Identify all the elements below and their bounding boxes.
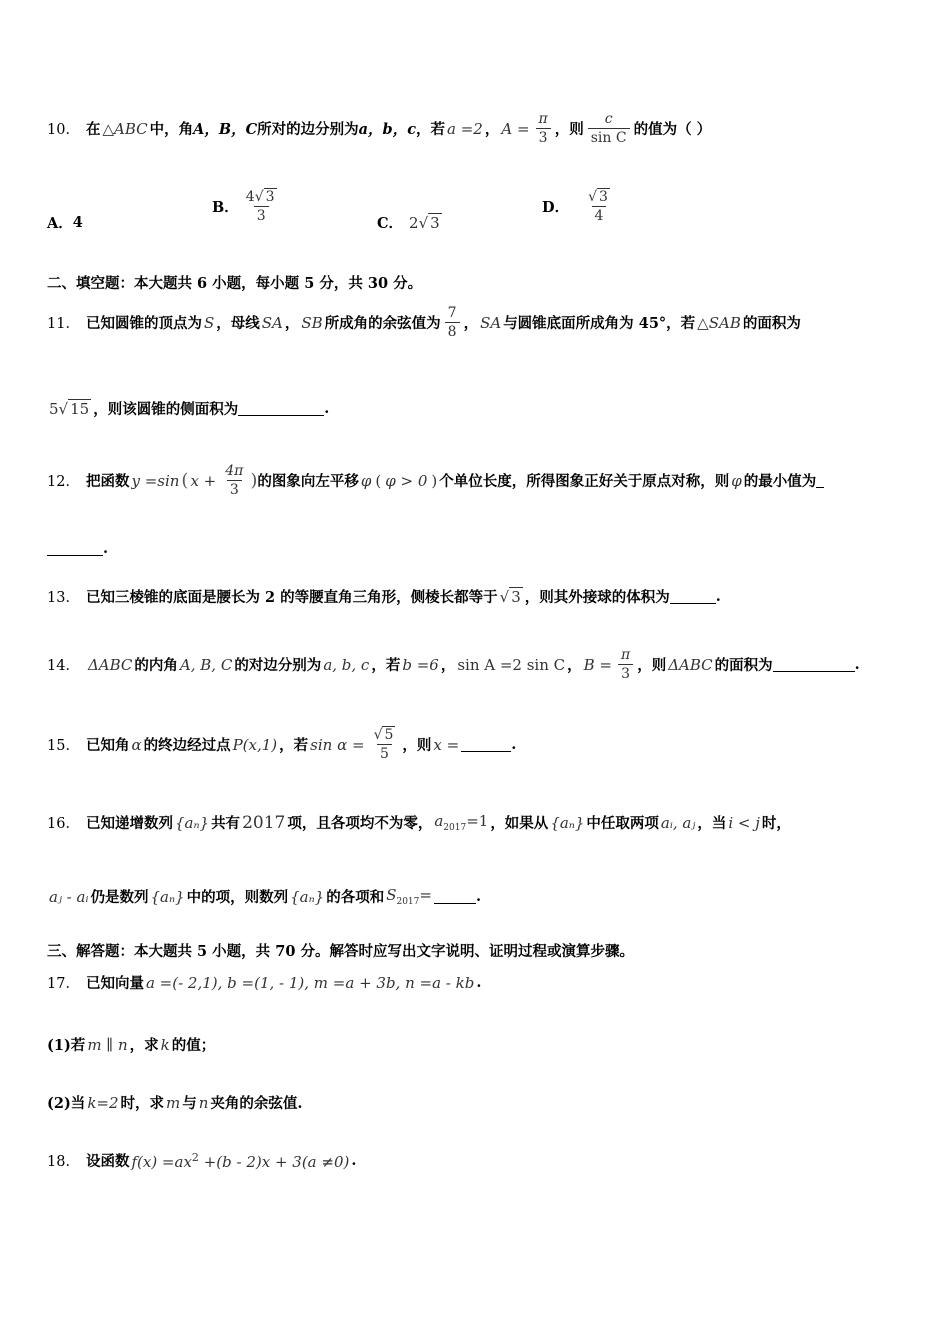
math: a =2 <box>447 119 483 138</box>
section-heading: 三、解答题：本大题共 5 小题，共 70 分。解答时应写出文字说明、证明过程或演算步骤。 <box>47 943 634 960</box>
question-number: 13． <box>47 590 80 606</box>
math: √ 3 <box>499 587 521 606</box>
side-names: a，b，c <box>358 121 417 138</box>
fraction: $\frac{c}{\text{sin C}}$ <box>588 110 630 147</box>
answer-blank[interactable] <box>816 473 824 488</box>
text: ，若 <box>416 121 446 138</box>
fraction: $\frac{√ 3}{4}$ <box>588 189 608 224</box>
text: 所对的边分别为 <box>257 121 359 138</box>
question-number: 15． <box>47 738 80 754</box>
question-16: 16． 已知递增数列 {aₙ} 共有 2017 项，且各项均不为零， $a_{2017}=1$ ，如果从 {aₙ} 中任取两项 aᵢ, aⱼ ，当 i < j 时， <box>47 812 791 833</box>
question-11: 11． 已知圆锥的顶点为 S ，母线 SA ， SB 所成角的余弦值为 $\frac{7}{8}$ ， SA 与圆锥底面所成角为 45°，若 △SAB 的面积为 <box>47 305 801 340</box>
answer-blank[interactable] <box>47 541 103 556</box>
question-17-part2: (2)当 k=2 时，求 m 与 n 夹角的余弦值. <box>47 1093 303 1112</box>
question-number: 10． <box>47 122 80 138</box>
answer-blank[interactable] <box>773 657 855 672</box>
option-value: 4 <box>72 214 83 231</box>
math: $a_{2017}=1$ <box>434 812 489 833</box>
question-number: 11． <box>47 316 80 332</box>
text: 中，角 <box>149 121 194 138</box>
question-number: 18． <box>47 1154 80 1170</box>
option-b[interactable] <box>212 188 284 225</box>
answer-blank[interactable] <box>238 401 324 416</box>
angle-names: A，B，C <box>193 121 258 138</box>
option-label: D． <box>542 199 570 216</box>
math: △ABC <box>102 119 148 138</box>
question-number: 16． <box>47 816 80 832</box>
math: $f(x) =ax^2 +(b - 2)x + 3(a \ne 0)$ <box>131 1150 350 1171</box>
question-11-cont: 5√ 15 ，则该圆锥的侧面积为 . <box>49 399 330 418</box>
question-15: 15． 已知角 α 的终边经过点 P(x,1) ，若 sin α = $\frac{√ 5}{5}$ ，则 x = . <box>47 727 517 762</box>
question-12-cont: . <box>47 540 910 557</box>
fraction: $\frac{4\pi}{3}$ <box>225 463 244 498</box>
option-a[interactable] <box>47 212 83 233</box>
fraction: $\frac{7}{8}$ <box>445 304 460 341</box>
math: 2√ 3 <box>409 213 440 232</box>
question-number: 14． <box>47 658 80 674</box>
question-13: 13． 已知三棱锥的底面是腰长为 2 的等腰直角三角形，侧棱长都等于 √ 3 ，则其外接球的体积为 . <box>47 587 721 606</box>
option-d[interactable] <box>542 188 617 225</box>
question-number: 17． <box>47 976 80 992</box>
math: $S_{2017}=$ <box>386 886 432 907</box>
question-17-part1: (1)若 m ∥ n ，求 k 的值； <box>47 1035 216 1054</box>
option-label: C． <box>377 215 404 232</box>
math: 5√ 15 <box>49 399 90 418</box>
question-14: 14． ΔABC 的内角 A, B, C 的对边分别为 a, b, c ，若 b =6 ， sin A =2 sin C ， B = $\frac{\pi}{3}$ ，则 ΔABC 的面积为 . <box>47 647 860 682</box>
fraction: $\frac{4√ 3}{3}$ <box>245 189 275 224</box>
math: A = <box>501 119 530 138</box>
section-heading: 二、填空题：本大题共 6 小题，每小题 5 分，共 30 分。 <box>47 275 423 292</box>
question-17: 17． 已知向量 a =(- 2,1), b =(1, - 1), m =a + 3b, n =a - kb . <box>47 973 482 992</box>
question-number: 12． <box>47 474 80 490</box>
text: 的值为（ ） <box>633 121 712 138</box>
answer-blank[interactable] <box>670 589 716 604</box>
option-c[interactable] <box>377 212 444 233</box>
fraction: $\frac{√ 5}{5}$ <box>373 727 394 762</box>
question-10 <box>47 110 910 147</box>
question-12: 12． 把函数 y =sin ( x + $\frac{4\pi}{3}$ ) 的图象向左平移 φ ( φ > 0 ) 个单位长度，所得图象正好关于原点对称，则 φ 的最小值为 <box>47 462 910 499</box>
option-label: A． <box>47 215 73 232</box>
answer-blank[interactable] <box>461 737 511 752</box>
answer-blank[interactable] <box>434 889 476 904</box>
text: ， <box>484 121 500 138</box>
text: 在 <box>85 121 101 138</box>
fraction: $\frac{\pi}{3}$ <box>536 110 551 147</box>
question-16-cont: aⱼ - aᵢ 仍是数列 {aₙ} 中的项，则数列 {aₙ} 的各项和 $S_{2017}=$ . <box>49 886 482 907</box>
fraction: $\frac{\pi}{3}$ <box>618 646 633 683</box>
question-18: 18． 设函数 $f(x) =ax^2 +(b - 2)x + 3(a \ne 0)$ . <box>47 1150 357 1171</box>
option-label: B． <box>212 199 239 216</box>
text: ，则 <box>554 121 584 138</box>
